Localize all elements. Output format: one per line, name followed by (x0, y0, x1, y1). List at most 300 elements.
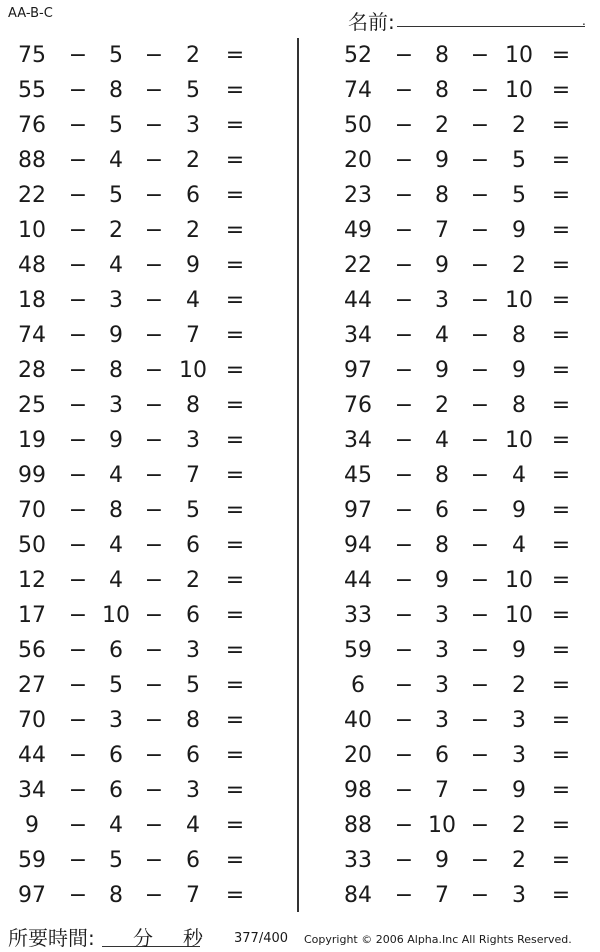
name-line (397, 26, 585, 27)
problem-row (0, 738, 296, 773)
problem-row (0, 178, 296, 213)
minus-sign: − (394, 218, 414, 243)
subtrahend-2: 6 (186, 848, 200, 873)
minuend: 22 (18, 183, 46, 208)
problem-row (0, 528, 296, 563)
subtrahend-2: 10 (505, 288, 533, 313)
minuend: 74 (18, 323, 46, 348)
minus-sign: − (394, 393, 414, 418)
subtrahend-1: 4 (435, 428, 449, 453)
subtrahend-2: 9 (512, 638, 526, 663)
equals-sign: = (551, 428, 571, 453)
minus-sign: − (470, 428, 490, 453)
problem-row (300, 598, 596, 633)
equals-sign: = (551, 638, 571, 663)
subtrahend-1: 7 (435, 218, 449, 243)
subtrahend-1: 8 (109, 358, 123, 383)
equals-sign: = (225, 498, 245, 523)
equals-sign: = (225, 638, 245, 663)
problem-row (300, 108, 596, 143)
equals-sign: = (551, 813, 571, 838)
minuend: 56 (18, 638, 46, 663)
minuend: 28 (18, 358, 46, 383)
problem-row (300, 668, 596, 703)
subtrahend-2: 2 (186, 148, 200, 173)
subtrahend-1: 3 (435, 638, 449, 663)
subtrahend-1: 8 (109, 883, 123, 908)
problem-row (300, 38, 596, 73)
minus-sign: − (394, 113, 414, 138)
minuend: 33 (344, 848, 372, 873)
equals-sign: = (225, 78, 245, 103)
minus-sign: − (68, 848, 88, 873)
subtrahend-1: 3 (435, 603, 449, 628)
minus-sign: − (470, 638, 490, 663)
subtrahend-2: 8 (186, 393, 200, 418)
subtrahend-2: 3 (512, 883, 526, 908)
minuend: 70 (18, 498, 46, 523)
subtrahend-1: 9 (109, 323, 123, 348)
minus-sign: − (68, 813, 88, 838)
subtrahend-1: 5 (109, 848, 123, 873)
subtrahend-2: 9 (512, 778, 526, 803)
problem-row (300, 493, 596, 528)
minus-sign: − (470, 848, 490, 873)
equals-sign: = (225, 603, 245, 628)
problem-row (300, 73, 596, 108)
minus-sign: − (68, 288, 88, 313)
equals-sign: = (551, 183, 571, 208)
subtrahend-1: 5 (109, 673, 123, 698)
subtrahend-1: 6 (435, 498, 449, 523)
minuend: 97 (18, 883, 46, 908)
minus-sign: − (144, 148, 164, 173)
minus-sign: − (394, 148, 414, 173)
minuend: 19 (18, 428, 46, 453)
problem-row (300, 563, 596, 598)
subtrahend-2: 2 (186, 218, 200, 243)
equals-sign: = (225, 743, 245, 768)
equals-sign: = (225, 113, 245, 138)
minuend: 34 (344, 323, 372, 348)
subtrahend-2: 10 (505, 603, 533, 628)
minuend: 75 (18, 43, 46, 68)
subtrahend-2: 10 (505, 428, 533, 453)
problem-row (0, 423, 296, 458)
subtrahend-2: 8 (512, 323, 526, 348)
problem-row (0, 143, 296, 178)
equals-sign: = (551, 218, 571, 243)
equals-sign: = (225, 183, 245, 208)
subtrahend-2: 3 (186, 638, 200, 663)
minus-sign: − (144, 813, 164, 838)
equals-sign: = (551, 673, 571, 698)
equals-sign: = (551, 533, 571, 558)
problem-row (300, 458, 596, 493)
equals-sign: = (551, 288, 571, 313)
equals-sign: = (551, 603, 571, 628)
subtrahend-1: 4 (109, 463, 123, 488)
equals-sign: = (225, 463, 245, 488)
minus-sign: − (68, 43, 88, 68)
problem-row (300, 633, 596, 668)
subtrahend-2: 2 (512, 253, 526, 278)
minus-sign: − (470, 743, 490, 768)
subtrahend-1: 9 (109, 428, 123, 453)
problem-row (0, 493, 296, 528)
equals-sign: = (225, 533, 245, 558)
problem-row (0, 458, 296, 493)
subtrahend-1: 8 (435, 183, 449, 208)
name-dot: . (582, 14, 586, 28)
equals-sign: = (225, 288, 245, 313)
equals-sign: = (225, 813, 245, 838)
minus-sign: − (394, 323, 414, 348)
minuend: 94 (344, 533, 372, 558)
equals-sign: = (551, 463, 571, 488)
subtrahend-2: 10 (505, 78, 533, 103)
problem-row (0, 633, 296, 668)
subtrahend-2: 3 (186, 428, 200, 453)
minus-sign: − (68, 533, 88, 558)
minus-sign: − (394, 778, 414, 803)
minus-sign: − (470, 533, 490, 558)
subtrahend-1: 3 (435, 288, 449, 313)
equals-sign: = (551, 358, 571, 383)
minus-sign: − (68, 568, 88, 593)
minus-sign: − (470, 393, 490, 418)
equals-sign: = (551, 148, 571, 173)
minus-sign: − (144, 533, 164, 558)
minuend: 97 (344, 358, 372, 383)
problem-row (300, 878, 596, 913)
subtrahend-1: 4 (109, 253, 123, 278)
subtrahend-1: 7 (435, 778, 449, 803)
subtrahend-1: 8 (435, 78, 449, 103)
minuend: 84 (344, 883, 372, 908)
copyright: Copyright © 2006 Alpha.Inc All Rights Reserved. (304, 933, 572, 946)
problem-row (0, 388, 296, 423)
problem-row (300, 143, 596, 178)
minuend: 88 (18, 148, 46, 173)
subtrahend-2: 10 (179, 358, 207, 383)
minus-sign: − (470, 253, 490, 278)
minuend: 49 (344, 218, 372, 243)
subtrahend-2: 3 (512, 743, 526, 768)
minuend: 45 (344, 463, 372, 488)
subtrahend-1: 5 (109, 113, 123, 138)
subtrahend-2: 7 (186, 323, 200, 348)
minuend: 10 (18, 218, 46, 243)
minuend: 97 (344, 498, 372, 523)
subtrahend-2: 9 (186, 253, 200, 278)
equals-sign: = (551, 778, 571, 803)
minuend: 12 (18, 568, 46, 593)
minus-sign: − (68, 78, 88, 103)
minus-sign: − (394, 568, 414, 593)
problem-row (0, 318, 296, 353)
equals-sign: = (551, 393, 571, 418)
minus-sign: − (470, 288, 490, 313)
minuend: 25 (18, 393, 46, 418)
minuend: 17 (18, 603, 46, 628)
equals-sign: = (225, 358, 245, 383)
subtrahend-2: 2 (512, 113, 526, 138)
problem-row (0, 73, 296, 108)
minus-sign: − (68, 218, 88, 243)
subtrahend-1: 4 (109, 568, 123, 593)
problem-row (300, 423, 596, 458)
minus-sign: − (144, 603, 164, 628)
problem-row (300, 248, 596, 283)
problem-row (0, 773, 296, 808)
subtrahend-2: 4 (512, 463, 526, 488)
minuend: 98 (344, 778, 372, 803)
worksheet-code: AA-B-C (8, 6, 53, 21)
subtrahend-1: 8 (435, 533, 449, 558)
subtrahend-2: 9 (512, 498, 526, 523)
subtrahend-2: 8 (186, 708, 200, 733)
subtrahend-1: 10 (428, 813, 456, 838)
minus-sign: − (470, 113, 490, 138)
subtrahend-1: 6 (109, 778, 123, 803)
equals-sign: = (225, 848, 245, 873)
minus-sign: − (394, 428, 414, 453)
subtrahend-1: 5 (109, 43, 123, 68)
subtrahend-1: 9 (435, 568, 449, 593)
minus-sign: − (394, 463, 414, 488)
minuend: 44 (344, 568, 372, 593)
minus-sign: − (470, 183, 490, 208)
subtrahend-2: 4 (186, 813, 200, 838)
minus-sign: − (394, 673, 414, 698)
minus-sign: − (68, 498, 88, 523)
equals-sign: = (551, 43, 571, 68)
minus-sign: − (144, 463, 164, 488)
minus-sign: − (144, 883, 164, 908)
problem-row (300, 178, 596, 213)
equals-sign: = (225, 673, 245, 698)
equals-sign: = (225, 43, 245, 68)
problem-row (300, 773, 596, 808)
minus-sign: − (144, 183, 164, 208)
minuend: 18 (18, 288, 46, 313)
equals-sign: = (225, 218, 245, 243)
minuend: 27 (18, 673, 46, 698)
subtrahend-1: 6 (109, 743, 123, 768)
minus-sign: − (144, 78, 164, 103)
minuend: 33 (344, 603, 372, 628)
minuend: 99 (18, 463, 46, 488)
minuend: 74 (344, 78, 372, 103)
right-problem-column (300, 38, 596, 913)
minuend: 76 (18, 113, 46, 138)
minuend: 40 (344, 708, 372, 733)
minus-sign: − (394, 533, 414, 558)
subtrahend-1: 4 (435, 323, 449, 348)
subtrahend-1: 9 (435, 253, 449, 278)
subtrahend-1: 8 (435, 463, 449, 488)
minus-sign: − (394, 708, 414, 733)
problem-row (300, 318, 596, 353)
equals-sign: = (551, 253, 571, 278)
problem-row (0, 213, 296, 248)
minus-sign: − (470, 883, 490, 908)
problem-row (0, 668, 296, 703)
subtrahend-2: 10 (505, 568, 533, 593)
problem-row (0, 563, 296, 598)
problem-row (0, 808, 296, 843)
minus-sign: − (144, 218, 164, 243)
minus-sign: − (68, 393, 88, 418)
minus-sign: − (68, 428, 88, 453)
minus-sign: − (144, 253, 164, 278)
problem-row (300, 808, 596, 843)
equals-sign: = (225, 883, 245, 908)
minus-sign: − (144, 743, 164, 768)
problem-row (300, 738, 596, 773)
subtrahend-2: 2 (512, 813, 526, 838)
equals-sign: = (225, 708, 245, 733)
minus-sign: − (394, 743, 414, 768)
subtrahend-2: 5 (512, 148, 526, 173)
minus-sign: − (144, 638, 164, 663)
minus-sign: − (470, 498, 490, 523)
problem-row (0, 248, 296, 283)
minus-sign: − (68, 463, 88, 488)
minuend: 9 (25, 813, 39, 838)
problem-row (300, 528, 596, 563)
column-divider (297, 38, 299, 912)
subtrahend-1: 8 (109, 78, 123, 103)
minuend: 48 (18, 253, 46, 278)
subtrahend-2: 6 (186, 603, 200, 628)
left-problem-column (0, 38, 296, 913)
subtrahend-2: 9 (512, 218, 526, 243)
minus-sign: − (68, 113, 88, 138)
equals-sign: = (551, 498, 571, 523)
minus-sign: − (144, 673, 164, 698)
subtrahend-1: 5 (109, 183, 123, 208)
minus-sign: − (144, 428, 164, 453)
subtrahend-2: 5 (186, 78, 200, 103)
minus-sign: − (144, 43, 164, 68)
subtrahend-2: 3 (512, 708, 526, 733)
minuend: 44 (344, 288, 372, 313)
footer (0, 922, 600, 952)
minus-sign: − (68, 323, 88, 348)
minus-sign: − (394, 848, 414, 873)
minus-sign: − (144, 113, 164, 138)
subtrahend-1: 2 (435, 113, 449, 138)
minuend: 23 (344, 183, 372, 208)
subtrahend-1: 10 (102, 603, 130, 628)
minuend: 34 (344, 428, 372, 453)
minus-sign: − (394, 603, 414, 628)
minus-sign: − (68, 743, 88, 768)
minus-sign: − (68, 778, 88, 803)
equals-sign: = (551, 883, 571, 908)
subtrahend-2: 3 (186, 778, 200, 803)
equals-sign: = (225, 148, 245, 173)
subtrahend-2: 3 (186, 113, 200, 138)
subtrahend-1: 3 (109, 288, 123, 313)
equals-sign: = (551, 848, 571, 873)
subtrahend-1: 6 (435, 743, 449, 768)
minuend: 70 (18, 708, 46, 733)
subtrahend-1: 9 (435, 148, 449, 173)
problem-row (0, 283, 296, 318)
subtrahend-2: 8 (512, 393, 526, 418)
minus-sign: − (144, 708, 164, 733)
minus-sign: − (394, 43, 414, 68)
minus-sign: − (144, 778, 164, 803)
problem-row (0, 843, 296, 878)
minus-sign: − (394, 498, 414, 523)
problem-row (300, 843, 596, 878)
problem-row (300, 703, 596, 738)
problem-row (0, 598, 296, 633)
subtrahend-2: 7 (186, 463, 200, 488)
minus-sign: − (144, 498, 164, 523)
minus-sign: − (68, 148, 88, 173)
minuend: 6 (351, 673, 365, 698)
minuend: 50 (344, 113, 372, 138)
equals-sign: = (225, 778, 245, 803)
subtrahend-1: 3 (109, 708, 123, 733)
subtrahend-2: 5 (186, 498, 200, 523)
minus-sign: − (470, 813, 490, 838)
problem-row (300, 213, 596, 248)
minuend: 55 (18, 78, 46, 103)
subtrahend-1: 2 (435, 393, 449, 418)
subtrahend-1: 9 (435, 848, 449, 873)
minus-sign: − (470, 778, 490, 803)
subtrahend-2: 6 (186, 533, 200, 558)
subtrahend-1: 2 (109, 218, 123, 243)
equals-sign: = (225, 393, 245, 418)
minus-sign: − (394, 288, 414, 313)
equals-sign: = (225, 568, 245, 593)
minuend: 34 (18, 778, 46, 803)
minus-sign: − (470, 218, 490, 243)
subtrahend-2: 2 (186, 568, 200, 593)
minuend: 52 (344, 43, 372, 68)
problem-row (0, 703, 296, 738)
minus-sign: − (470, 568, 490, 593)
minus-sign: − (68, 253, 88, 278)
subtrahend-2: 5 (512, 183, 526, 208)
minus-sign: − (144, 358, 164, 383)
subtrahend-2: 6 (186, 743, 200, 768)
minute-label: 分 (133, 926, 153, 950)
subtrahend-1: 3 (435, 673, 449, 698)
minus-sign: − (68, 638, 88, 663)
minus-sign: − (470, 603, 490, 628)
minus-sign: − (470, 673, 490, 698)
minus-sign: − (144, 288, 164, 313)
subtrahend-2: 9 (512, 358, 526, 383)
minus-sign: − (470, 323, 490, 348)
minus-sign: − (394, 638, 414, 663)
problem-row (300, 283, 596, 318)
subtrahend-1: 3 (435, 708, 449, 733)
minuend: 44 (18, 743, 46, 768)
subtrahend-2: 2 (186, 43, 200, 68)
minus-sign: − (68, 183, 88, 208)
equals-sign: = (551, 113, 571, 138)
minuend: 88 (344, 813, 372, 838)
